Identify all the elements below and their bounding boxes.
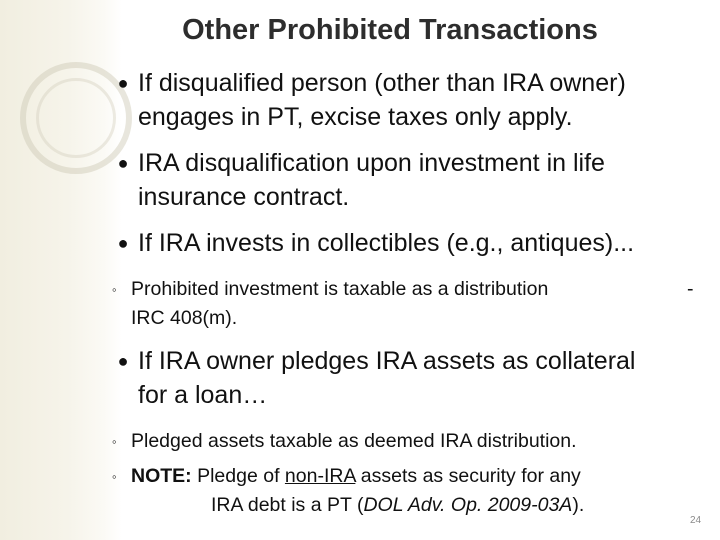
bullet-text-line1: IRA disqualification upon investment in life: [138, 149, 605, 177]
decorative-inner-ring-icon: [36, 78, 116, 158]
sub-bullet-text-line2: IRC 408(m).: [131, 307, 238, 329]
sub-bullet-icon: ◦: [112, 469, 117, 484]
bullet-icon: ●: [117, 233, 129, 253]
note-line2-post: ).: [572, 494, 585, 516]
note-label: NOTE:: [131, 465, 192, 487]
slide-title: Other Prohibited Transactions: [182, 14, 598, 46]
bullet-text-line2: insurance contract.: [138, 183, 350, 211]
bullet-pledges-assets: [108, 344, 708, 412]
bullet-icon: ●: [117, 351, 129, 371]
note-citation: DOL Adv. Op. 2009-03A: [363, 494, 573, 516]
sub-bullet-prohibited-investment: [112, 275, 702, 333]
note-text-post: assets as security for any: [355, 465, 581, 487]
bullet-life-insurance: [108, 146, 708, 214]
bullet-text-line2: for a loan…: [138, 381, 268, 409]
bullet-collectibles: [108, 226, 708, 260]
note-underlined-term: non-IRA: [284, 465, 356, 487]
sub-bullet-icon: ◦: [112, 282, 117, 297]
bullet-text-line1: If disqualified person (other than IRA owner): [138, 69, 626, 97]
sub-bullet-pledged-assets: [112, 427, 702, 456]
note-line2-pre: IRA debt is a PT (: [211, 494, 364, 516]
bullet-icon: ●: [117, 73, 129, 93]
bullet-icon: ●: [117, 153, 129, 173]
note-text-pre: Pledge of: [197, 465, 285, 487]
bullet-text-line1: If IRA invests in collectibles (e.g., antiques)...: [138, 229, 635, 257]
bullet-text-line1: If IRA owner pledges IRA assets as collateral: [138, 347, 636, 375]
sub-bullet-note: [112, 462, 702, 520]
sub-bullet-icon: ◦: [112, 434, 117, 449]
sub-bullet-text-line1: Prohibited investment is taxable as a distribution: [131, 278, 549, 300]
bullet-disqualified-person: [108, 66, 708, 134]
trailing-dash: -: [687, 278, 694, 300]
sub-bullet-text: Pledged assets taxable as deemed IRA distribution.: [131, 430, 577, 452]
bullet-text-line2: engages in PT, excise taxes only apply.: [138, 103, 573, 131]
page-number: 24: [690, 515, 702, 526]
